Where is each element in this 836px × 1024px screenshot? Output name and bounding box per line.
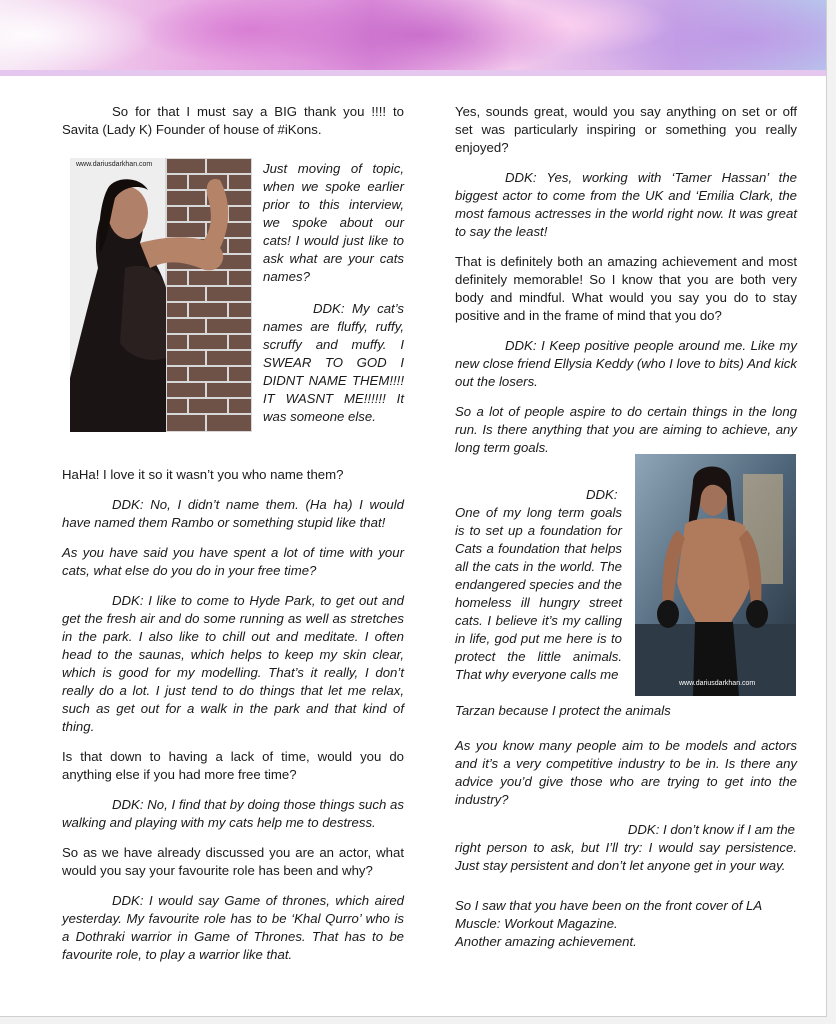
photo-gym	[635, 454, 796, 696]
answer-free-time: DDK: I like to come to Hyde Park, to get out and get the fresh air and do some running as well as stretches in the park. I also like to chill out and meditate. I often head to the saunas, which helps to keep my skin clear, which is good for my modelling. That’s it really, I don’t really do a lot. I just tend to do things that let me relax, such as get out for a walk in the park and that kind of thing.	[62, 593, 404, 734]
answer-cats: DDK: My cat’s names are fluffy, ruffy, scruffy and muffy. I SWEAR TO GOD I DIDNT NAME THEM!!!! IT WASNT ME!!!!!! It was someone else.	[263, 301, 404, 424]
answer-goals-end: Tarzan because I protect the animals	[455, 703, 671, 718]
question-set: Yes, sounds great, would you say anything on set or off set was particularly inspiring or something you really enjoyed?	[455, 104, 797, 155]
haha-paragraph: HaHa! I love it so it wasn’t you who name them?	[62, 467, 344, 482]
question-role: So as we have already discussed you are an actor, what would you say your favourite role has been and why?	[62, 845, 404, 878]
answer-advice-label: DDK: I don’t know if I am the	[627, 822, 795, 837]
left-column	[62, 103, 404, 151]
answer-advice: right person to ask, but I’ll try: I would say persistence. Just stay persistent and don’t let anyone get in your way.	[455, 840, 797, 873]
question-advice: As you know many people aim to be models and actors and it’s a very competitive industry to be in. Is there any advice you’d give those who are trying to get into the industry?	[455, 738, 797, 807]
left-column-lower	[62, 466, 404, 976]
answer-name: DDK: No, I didn’t name them. (Ha ha) I would have named them Rambo or something stupid like that!	[62, 497, 404, 530]
photo-wall-pose	[70, 158, 252, 432]
photo-caption-right: www.dariusdarkhan.com	[679, 680, 756, 687]
question-cats: Just moving of topic, when we spoke earlier prior to this interview, we spoke about our cats! I would just like to ask what are your cats names?	[263, 161, 404, 284]
right-column-lower	[455, 737, 797, 951]
answer-role: DDK: I would say Game of thrones, which aired yesterday. My favourite role has to be ‘Khal Qurro’ who is a Dothraki warrior in Game of Thrones. That has to be favourite role, to play a warrior like that.	[62, 893, 404, 962]
answer-goals-label: DDK:	[586, 487, 618, 502]
header-banner	[0, 0, 826, 76]
answer-positive: DDK: I Keep positive people around me. Like my new close friend Ellysia Keddy (who I love to bits) And kick out the losers.	[455, 338, 797, 389]
answer-lack-time: DDK: No, I find that by doing those things such as walking and playing with my cats help me to destress.	[62, 797, 404, 830]
answer-goals: One of my long term goals is to set up a foundation for Cats a foundation that helps all the cats in the world. The endangered species and the homeless ill hungry street cats. I believe it’s my calling in life, god put me here is to protect the little animals. That why everyone calls me	[455, 505, 622, 682]
thanks-paragraph: So for that I must say a BIG thank you !!!! to Savita (Lady K) Founder of house of #iKons.	[62, 104, 404, 137]
answer-set: DDK: Yes, working with ‘Tamer Hassan’ the biggest actor to come from the UK and ‘Emilia Clark, the most famous actresses in the world right now. It was great to say the least!	[455, 170, 797, 239]
right-column	[455, 103, 797, 457]
question-cover: So I saw that you have been on the front cover of LA Muscle: Workout Magazine.	[455, 898, 762, 931]
question-cover-2: Another amazing achievement.	[455, 934, 637, 949]
question-free-time: As you have said you have spent a lot of time with your cats, what else do you do in your free time?	[62, 545, 404, 578]
photo-caption: www.dariusdarkhan.com	[76, 161, 153, 168]
question-goals: So a lot of people aspire to do certain things in the long run. Is there anything that you are aiming to achieve, any long term goals.	[455, 404, 797, 455]
question-lack-time: Is that down to having a lack of time, would you do anything else if you had more free time?	[62, 749, 404, 782]
question-positive: That is definitely both an amazing achievement and most definitely memorable! So I know that you are both very body and mindful. What would you say you do to stay positive and in the frame of mind that you do?	[455, 254, 797, 323]
